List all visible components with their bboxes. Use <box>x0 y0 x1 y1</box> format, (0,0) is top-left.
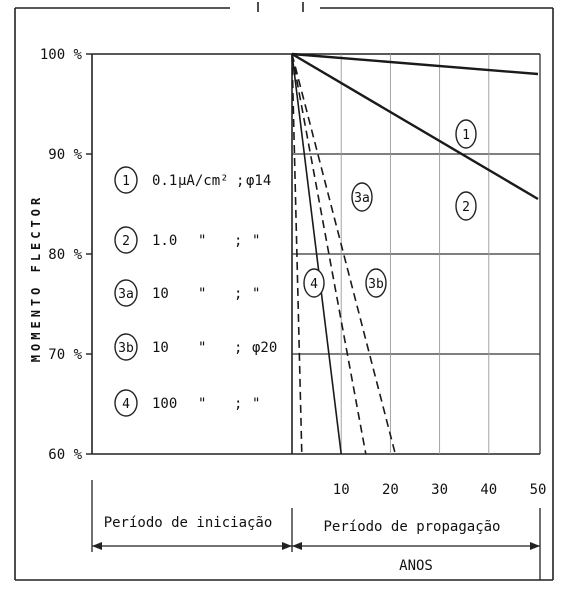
legend-diameter: φ14 <box>246 173 272 189</box>
legend-diameter: " <box>252 396 261 412</box>
x-tick-label: 30 <box>431 482 449 498</box>
curve-label <box>456 120 476 148</box>
curve-label <box>456 192 476 220</box>
x-tick-label: 20 <box>381 482 399 498</box>
legend-unit: " <box>198 396 207 412</box>
legend-current: 0.1 <box>152 173 178 189</box>
curve-label <box>352 183 372 211</box>
y-tick-label: 100 % <box>39 47 82 63</box>
legend-id: 4 <box>122 397 130 412</box>
legend-unit: " <box>198 286 207 302</box>
curve-label-text: 1 <box>462 128 470 143</box>
legend-diameter: " <box>252 286 261 302</box>
legend-current: 1.0 <box>152 233 178 249</box>
legend-diameter: " <box>252 233 261 249</box>
y-tick-label: 80 % <box>48 247 82 263</box>
legend-id: 1 <box>122 174 130 189</box>
curve-label-text: 3a <box>354 191 370 206</box>
legend-id: 2 <box>122 234 130 249</box>
legend-unit: μA/cm² <box>178 173 229 189</box>
y-axis-label: MOMENTO FLECTOR <box>29 193 43 363</box>
initiation-period-label: Período de iniciação <box>103 515 273 531</box>
x-tick-label: 10 <box>332 482 350 498</box>
legend-current: 100 <box>152 396 178 412</box>
legend-separator: ; <box>234 286 243 302</box>
legend-separator: ; <box>234 396 243 412</box>
legend-current: 10 <box>152 340 169 356</box>
legend-id: 3b <box>118 341 134 356</box>
x-tick-label: 40 <box>480 482 498 498</box>
legend-separator: ; <box>234 233 243 249</box>
legend-separator: ; <box>234 340 243 356</box>
legend-id: 3a <box>118 287 134 302</box>
legend-unit: " <box>198 340 207 356</box>
curve-label-text: 3b <box>368 277 384 292</box>
y-tick-label: 70 % <box>48 347 82 363</box>
legend-unit: " <box>198 233 207 249</box>
x-axis-label: ANOS <box>399 558 433 574</box>
curve-label <box>366 269 386 297</box>
x-tick-label: 50 <box>529 482 547 498</box>
curve-label <box>304 269 324 297</box>
legend-current: 10 <box>152 286 169 302</box>
y-tick-label: 90 % <box>48 147 82 163</box>
curve-label-text: 2 <box>462 200 470 215</box>
propagation-period-label: Período de propagação <box>323 519 501 535</box>
legend-diameter: φ20 <box>252 340 278 356</box>
y-tick-label: 60 % <box>48 447 82 463</box>
legend-separator: ; <box>236 173 245 189</box>
curve-label-text: 4 <box>310 277 318 292</box>
